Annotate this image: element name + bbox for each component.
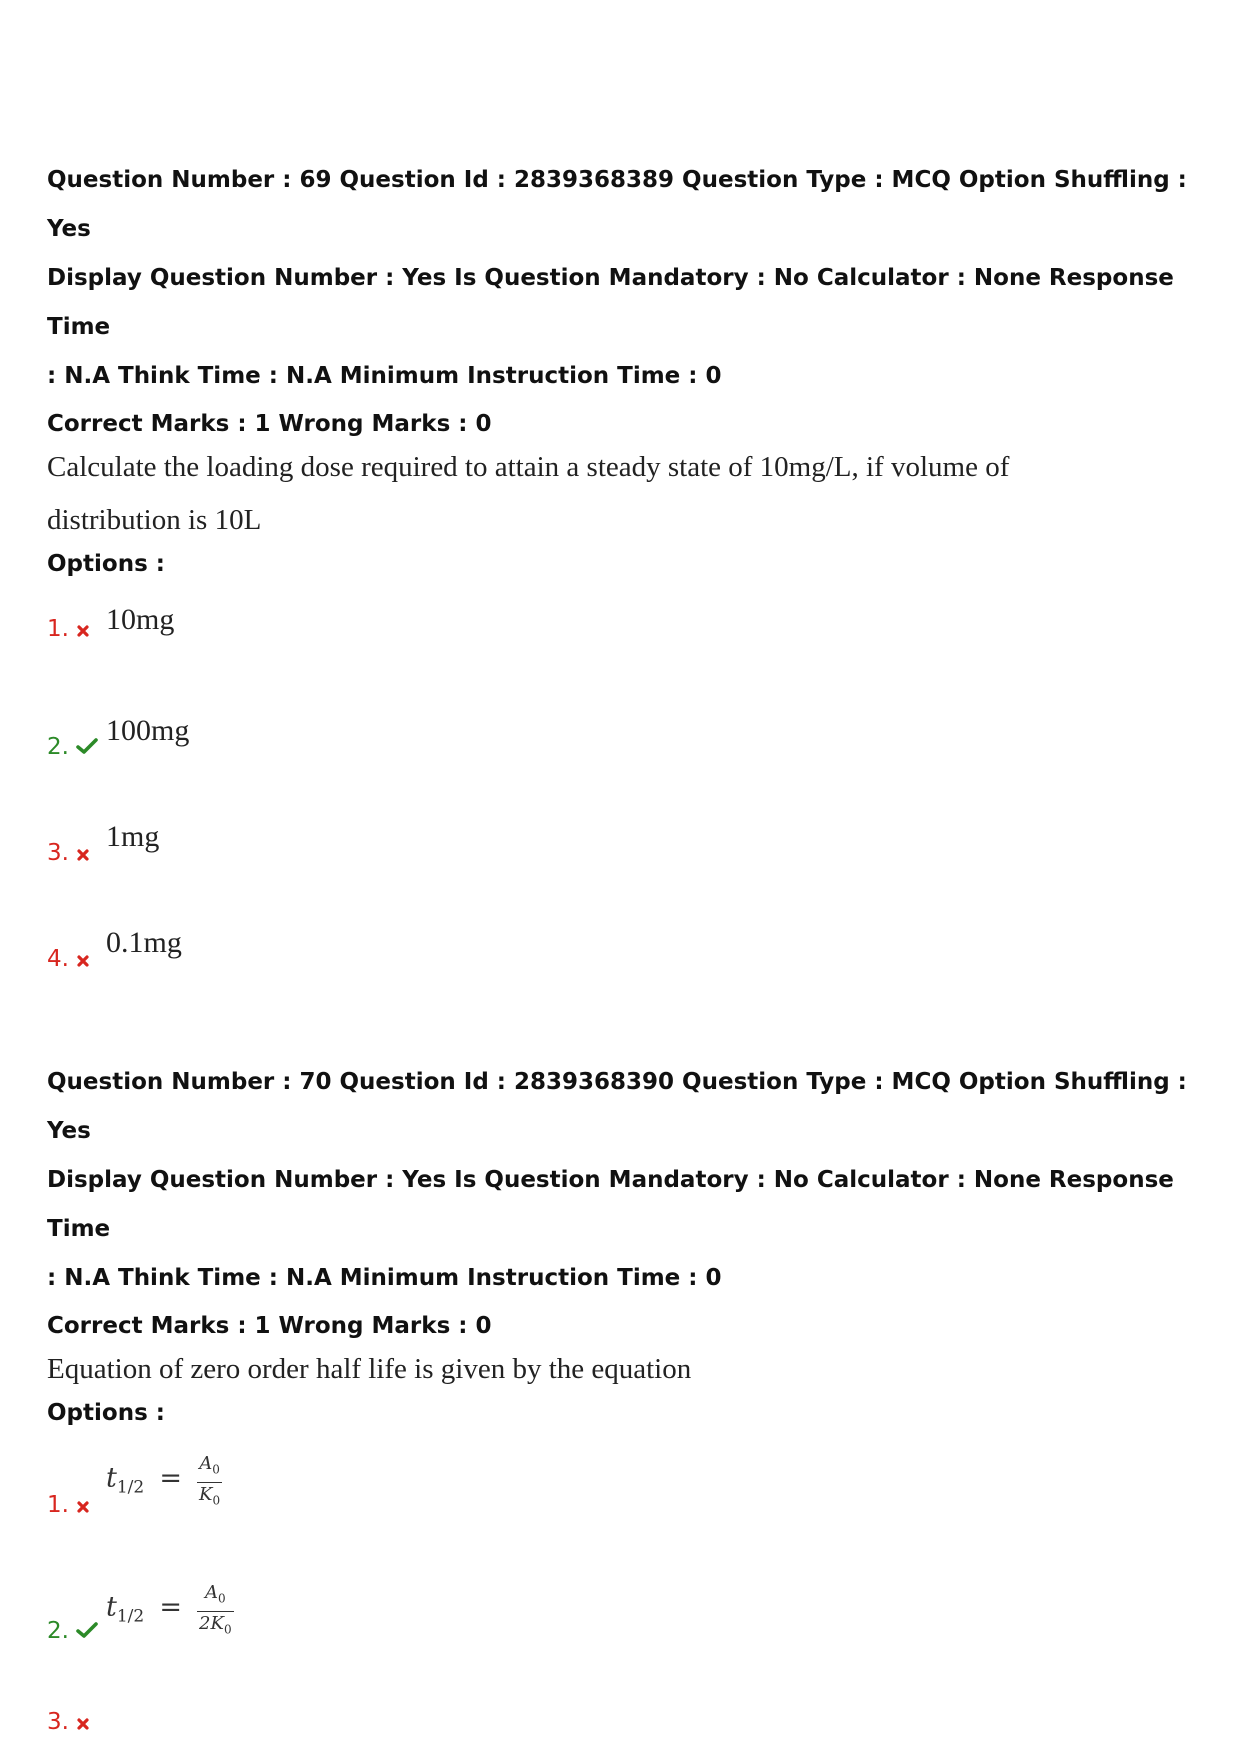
option-1 bbox=[47, 601, 1207, 719]
cross-icon bbox=[76, 623, 90, 642]
option-3 bbox=[47, 1704, 1207, 1744]
fraction-numerator bbox=[197, 1452, 222, 1483]
options-label: Options : bbox=[47, 1400, 165, 1426]
question-meta-line-2: Display Question Number : Yes Is Question Mandatory : No Calculator : None Response Time bbox=[47, 1167, 1174, 1242]
option-number: 1. bbox=[47, 616, 69, 642]
option-4 bbox=[47, 926, 1207, 991]
cross-icon bbox=[76, 1716, 90, 1735]
option-3 bbox=[47, 820, 1207, 931]
cross-icon bbox=[76, 953, 90, 972]
question-meta-line-3: : N.A Think Time : N.A Minimum Instruction Time : 0 bbox=[47, 1265, 722, 1291]
option-formula bbox=[106, 1452, 222, 1512]
option-number: 1. bbox=[47, 1492, 69, 1518]
question-69 bbox=[47, 156, 1207, 991]
option-text: 100mg bbox=[106, 714, 190, 747]
option-text: 10mg bbox=[106, 603, 175, 636]
question-meta-line-2: Display Question Number : Yes Is Question Mandatory : No Calculator : None Response Time bbox=[47, 265, 1174, 340]
question-text-line-1: Calculate the loading dose required to attain a steady state of 10mg/L, if volume of bbox=[47, 451, 1010, 483]
question-meta-line-3: : N.A Think Time : N.A Minimum Instruction Time : 0 bbox=[47, 363, 722, 389]
denominator-subscript: 0 bbox=[223, 1622, 232, 1637]
numerator-subscript: 0 bbox=[212, 1462, 220, 1477]
option-formula bbox=[106, 1581, 234, 1641]
check-icon bbox=[76, 737, 98, 759]
option-number: 4. bbox=[47, 946, 69, 972]
question-meta-line-1: Question Number : 70 Question Id : 2839368390 Question Type : MCQ Option Shuffling : Yes bbox=[47, 1069, 1187, 1144]
option-number: 3. bbox=[47, 1709, 69, 1735]
formula-equals: = bbox=[159, 1462, 182, 1494]
denominator-symbol: 2K bbox=[199, 1612, 224, 1634]
option-text: 0.1mg bbox=[106, 926, 182, 959]
numerator-symbol: A bbox=[199, 1453, 213, 1474]
denominator-subscript: 0 bbox=[212, 1493, 221, 1508]
option-number: 2. bbox=[47, 1618, 69, 1644]
question-text bbox=[47, 1343, 1207, 1396]
cross-icon bbox=[76, 1499, 90, 1518]
formula-fraction bbox=[197, 1452, 222, 1512]
question-meta-line-1: Question Number : 69 Question Id : 2839368389 Question Type : MCQ Option Shuffling : Yes bbox=[47, 167, 1187, 242]
option-2 bbox=[47, 1582, 1207, 1704]
question-70 bbox=[47, 1058, 1207, 1744]
cross-icon bbox=[76, 847, 90, 866]
option-text: 1mg bbox=[106, 820, 160, 853]
formula-lhs: t bbox=[106, 1462, 117, 1494]
option-2 bbox=[47, 714, 1207, 825]
fraction-denominator bbox=[197, 1612, 234, 1642]
formula-lhs-subscript: 1/2 bbox=[116, 1606, 145, 1627]
question-text-line-1: Equation of zero order half life is given by the equation bbox=[47, 1353, 692, 1385]
formula-lhs-subscript: 1/2 bbox=[116, 1477, 145, 1498]
fraction-denominator bbox=[197, 1483, 222, 1513]
option-1 bbox=[47, 1452, 1207, 1594]
question-text bbox=[47, 441, 1207, 547]
numerator-symbol: A bbox=[204, 1582, 218, 1603]
option-number: 2. bbox=[47, 734, 69, 760]
denominator-symbol: K bbox=[199, 1483, 213, 1505]
formula-equals: = bbox=[159, 1591, 182, 1623]
formula-lhs: t bbox=[106, 1591, 117, 1623]
options-label: Options : bbox=[47, 551, 165, 577]
numerator-subscript: 0 bbox=[217, 1591, 226, 1606]
question-text-line-2: distribution is 10L bbox=[47, 504, 262, 536]
option-number: 3. bbox=[47, 840, 69, 866]
fraction-numerator bbox=[197, 1581, 234, 1612]
question-marks: Correct Marks : 1 Wrong Marks : 0 bbox=[47, 1313, 492, 1339]
question-marks: Correct Marks : 1 Wrong Marks : 0 bbox=[47, 411, 492, 437]
check-icon bbox=[76, 1621, 98, 1643]
formula-fraction bbox=[197, 1581, 234, 1641]
